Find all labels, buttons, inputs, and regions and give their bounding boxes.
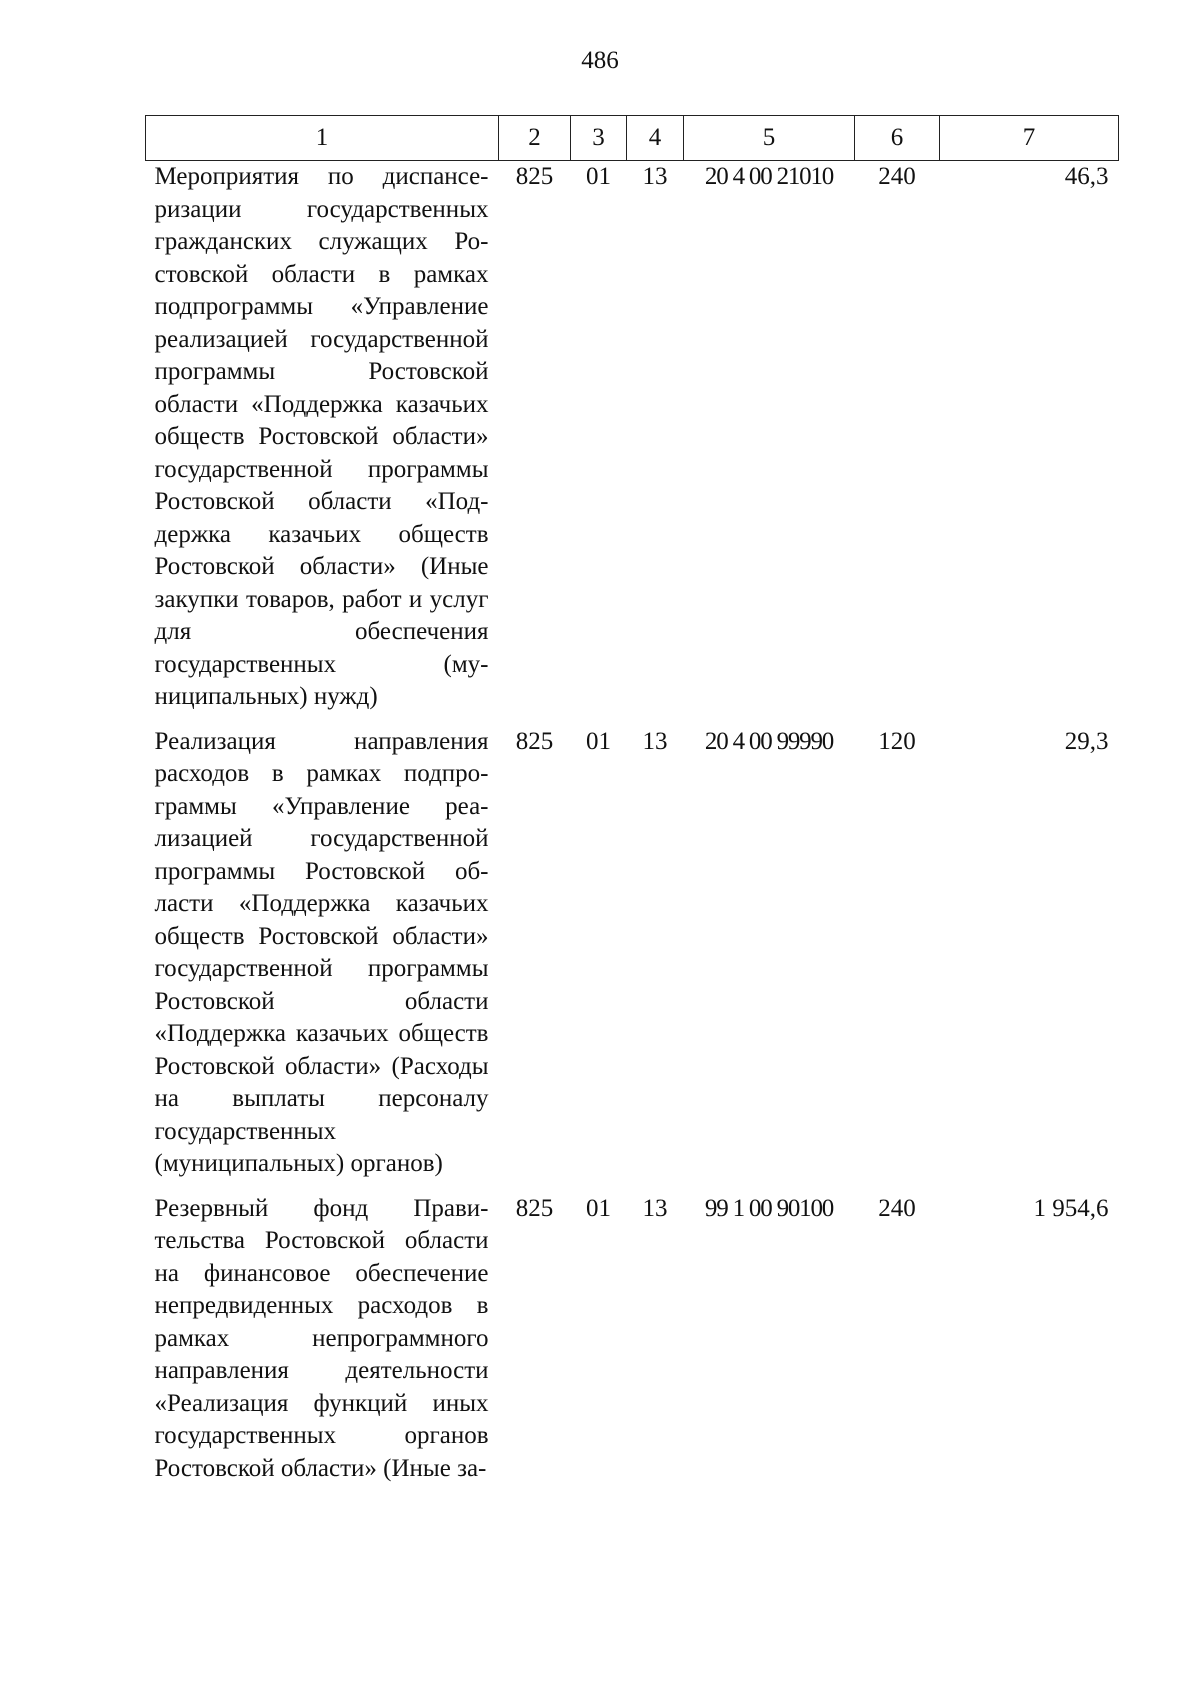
row-section-code: 01 (586, 1194, 611, 1222)
row-expense-type-code: 240 (878, 1194, 916, 1222)
row-subsection-code: 13 (642, 163, 668, 190)
budget-table (145, 115, 1119, 1497)
row-amount: 1 954,6 (1033, 1194, 1109, 1222)
table-row (146, 726, 1119, 1193)
table-header (146, 116, 1119, 161)
column-header-3: 3 (571, 116, 627, 161)
row-description: Резервный фонд Правительства Ростовской области на финансовое обеспечение непредвиденных расходов в рамках непрограммного направления деятельности «Реализация функций иных государственных органов Ростовской области» (Иные за- (154, 1194, 489, 1482)
table-row (146, 1193, 1119, 1498)
row-expense-type-code: 240 (878, 163, 916, 190)
row-target-code: 20 4 00 99990 (704, 727, 834, 755)
row-ministry-code: 825 (515, 727, 554, 755)
column-header-4: 4 (627, 116, 684, 161)
row-expense-type-code: 120 (878, 727, 916, 755)
column-header-7: 7 (940, 116, 1119, 161)
row-target-code: 99 1 00 90100 (704, 1194, 834, 1222)
row-ministry-code: 825 (515, 1194, 554, 1222)
row-subsection-code: 13 (642, 727, 668, 755)
row-section-code: 01 (586, 163, 611, 190)
row-ministry-code: 825 (515, 163, 554, 190)
table-row (146, 161, 1119, 726)
column-header-6: 6 (855, 116, 940, 161)
page-number: 486 (581, 47, 619, 74)
column-header-1: 1 (146, 116, 499, 161)
row-target-code: 20 4 00 21010 (704, 163, 834, 190)
row-section-code: 01 (586, 727, 611, 755)
table-body (146, 161, 1119, 1498)
row-amount: 46,3 (1064, 163, 1109, 190)
row-subsection-code: 13 (642, 1194, 668, 1222)
column-header-5: 5 (684, 116, 855, 161)
row-amount: 29,3 (1064, 727, 1109, 755)
column-header-2: 2 (499, 116, 571, 161)
header-row (146, 116, 1119, 161)
row-description: Мероприятия по диспансеризации государственных гражданских служащих Ростовской области в рамках подпрограммы «Управление реализацией государственной программы Ростовской области «Поддержка казачьих обществ Ростовской области» государственной программы Ростовской области «Поддержка казачьих обществ Ростовской области» (Иные закупки товаров, работ и услуг для обеспечения государственных (муниципальных) нужд) (154, 163, 489, 710)
row-description: Реализация направления расходов в рамках подпрограммы «Управление реализацией государственной программы Ростовской области «Поддержка казачьих обществ Ростовской области» государственной программы Ростовской области «Поддержка казачьих обществ Ростовской области» (Расходы на выплаты персоналу государственных (муниципальных) органов) (154, 727, 489, 1177)
